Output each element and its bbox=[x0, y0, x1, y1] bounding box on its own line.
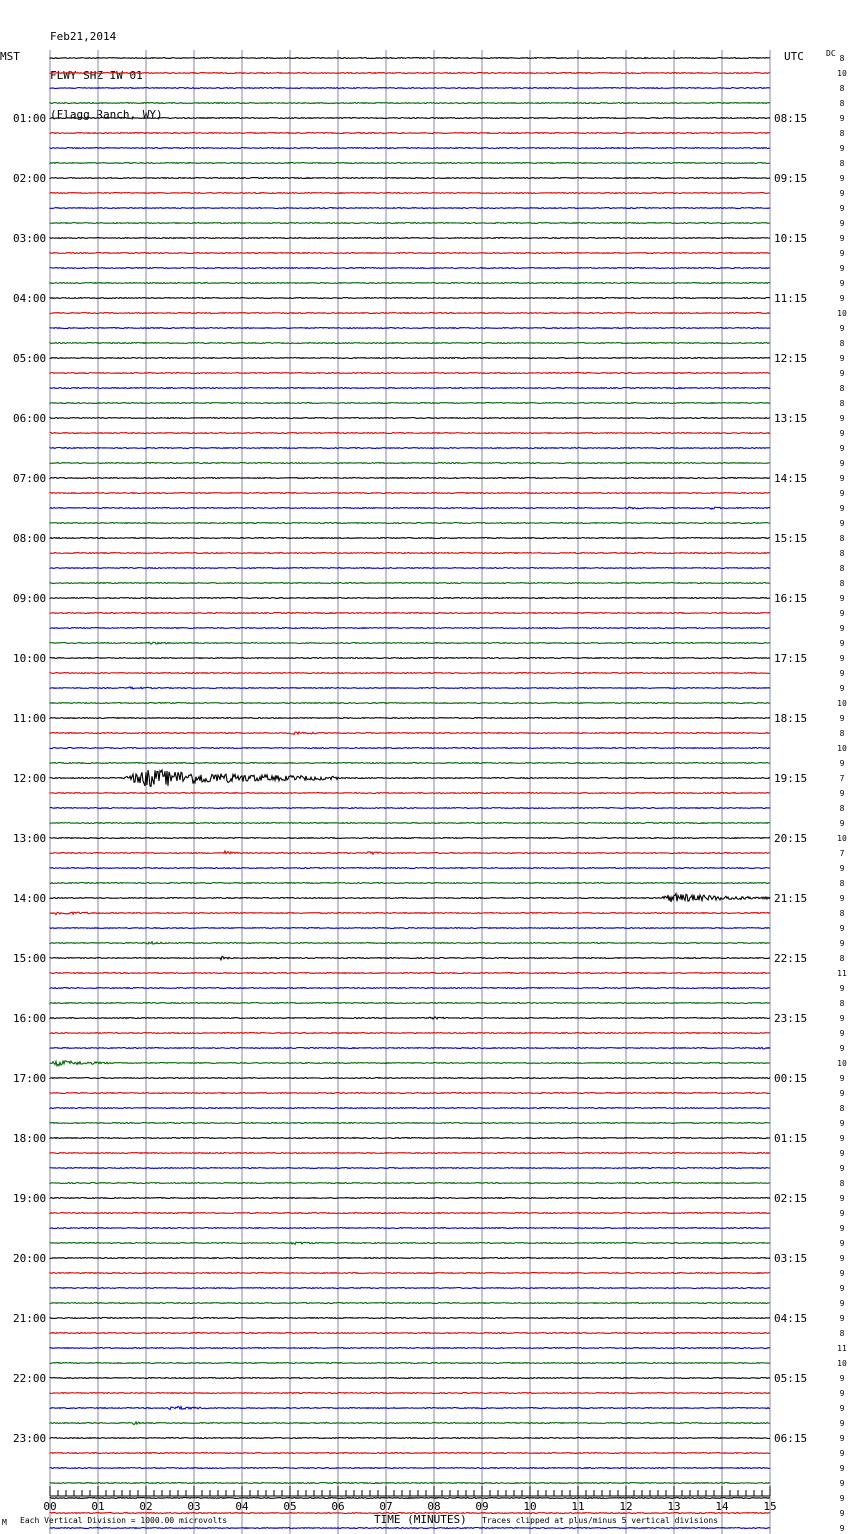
dc-value: 9 bbox=[839, 414, 845, 423]
seismic-trace bbox=[50, 1363, 770, 1364]
x-tick-label: 07 bbox=[379, 1500, 393, 1513]
x-tick-label: 14 bbox=[715, 1500, 729, 1513]
seismic-trace bbox=[50, 1228, 770, 1229]
dc-value: 9 bbox=[839, 1479, 845, 1488]
dc-value: 9 bbox=[839, 444, 845, 453]
seismic-trace bbox=[50, 403, 770, 404]
seismic-trace bbox=[50, 103, 770, 104]
seismic-trace bbox=[50, 912, 770, 915]
seismic-trace bbox=[50, 1138, 770, 1139]
seismic-trace bbox=[50, 808, 770, 809]
hour-label-left: 20:00 bbox=[13, 1252, 47, 1265]
dc-value: 9 bbox=[839, 174, 845, 183]
x-tick-label: 00 bbox=[43, 1500, 57, 1513]
hour-label-left: 22:00 bbox=[13, 1372, 47, 1385]
dc-value: 9 bbox=[839, 1239, 845, 1248]
dc-value: 8 bbox=[839, 534, 845, 543]
hour-label-left: 07:00 bbox=[13, 472, 47, 485]
dc-value: 9 bbox=[839, 639, 845, 648]
left-zone-label: MST bbox=[0, 50, 20, 63]
seismic-trace bbox=[50, 703, 770, 704]
seismic-trace bbox=[50, 718, 770, 719]
dc-value: 9 bbox=[839, 1014, 845, 1023]
seismic-trace bbox=[50, 988, 770, 989]
x-tick-label: 09 bbox=[475, 1500, 489, 1513]
dc-value: 10 bbox=[837, 1359, 847, 1368]
dc-value: 9 bbox=[839, 1464, 845, 1473]
dc-value: 9 bbox=[839, 669, 845, 678]
seismic-trace bbox=[50, 1123, 770, 1124]
seismic-trace bbox=[50, 193, 770, 194]
seismic-trace bbox=[50, 1406, 770, 1409]
x-tick-label: 11 bbox=[571, 1500, 585, 1513]
hour-label-right: 23:15 bbox=[774, 1012, 808, 1025]
dc-value: 11 bbox=[837, 969, 847, 978]
dc-value: 9 bbox=[839, 1314, 845, 1323]
dc-value: 9 bbox=[839, 474, 845, 483]
x-tick-label: 03 bbox=[187, 1500, 201, 1513]
hour-label-right: 00:15 bbox=[774, 1072, 808, 1085]
seismic-trace bbox=[50, 1498, 770, 1499]
dc-value: 9 bbox=[839, 204, 845, 213]
dc-value: 9 bbox=[839, 429, 845, 438]
dc-value: 9 bbox=[839, 1389, 845, 1398]
dc-value: 9 bbox=[839, 624, 845, 633]
dc-value: 10 bbox=[837, 744, 847, 753]
hour-label-left: 01:00 bbox=[13, 112, 47, 125]
hour-label-left: 19:00 bbox=[13, 1192, 47, 1205]
dc-label: DC bbox=[826, 49, 836, 58]
hour-label-right: 04:15 bbox=[774, 1312, 808, 1325]
x-tick-label: 15 bbox=[763, 1500, 777, 1513]
seismic-trace bbox=[50, 118, 770, 119]
x-tick-label: 08 bbox=[427, 1500, 441, 1513]
dc-value: 9 bbox=[839, 1074, 845, 1083]
hour-label-right: 17:15 bbox=[774, 652, 808, 665]
hour-label-left: 21:00 bbox=[13, 1312, 47, 1325]
dc-value: 8 bbox=[839, 399, 845, 408]
seismic-trace bbox=[50, 1288, 770, 1289]
hour-label-right: 10:15 bbox=[774, 232, 808, 245]
dc-value: 8 bbox=[839, 549, 845, 558]
seismic-trace bbox=[50, 1422, 770, 1425]
seismic-trace bbox=[50, 732, 770, 735]
seismic-trace bbox=[50, 883, 770, 884]
seismic-trace bbox=[50, 133, 770, 134]
x-tick-label: 05 bbox=[283, 1500, 297, 1513]
seismic-trace bbox=[50, 628, 770, 629]
hour-label-right: 03:15 bbox=[774, 1252, 808, 1265]
dc-value: 8 bbox=[839, 564, 845, 573]
seismic-trace bbox=[50, 1378, 770, 1379]
dc-value: 9 bbox=[839, 489, 845, 498]
right-zone-label: UTC bbox=[784, 50, 804, 63]
seismic-trace bbox=[50, 493, 770, 494]
seismic-trace bbox=[50, 523, 770, 524]
x-tick-label: 06 bbox=[331, 1500, 345, 1513]
dc-value: 9 bbox=[839, 594, 845, 603]
seismic-trace bbox=[50, 358, 770, 359]
hour-label-left: 17:00 bbox=[13, 1072, 47, 1085]
hour-label-left: 15:00 bbox=[13, 952, 47, 965]
seismic-trace bbox=[50, 973, 770, 974]
dc-value: 10 bbox=[837, 834, 847, 843]
seismic-trace bbox=[50, 1438, 770, 1439]
x-tick-label: 10 bbox=[523, 1500, 537, 1513]
dc-value: 9 bbox=[839, 789, 845, 798]
seismic-trace bbox=[50, 553, 770, 554]
seismic-trace bbox=[50, 1393, 770, 1394]
seismic-trace bbox=[50, 448, 770, 449]
clip-note: Traces clipped at plus/minus 5 vertical divisions bbox=[482, 1516, 719, 1525]
dc-value: 9 bbox=[839, 1224, 845, 1233]
date-label: Feb21,2014 bbox=[50, 30, 117, 43]
dc-value: 9 bbox=[839, 324, 845, 333]
seismic-trace bbox=[50, 1242, 770, 1244]
seismic-trace bbox=[50, 88, 770, 89]
seismic-trace bbox=[50, 1258, 770, 1259]
seismic-trace bbox=[50, 658, 770, 659]
dc-value: 8 bbox=[839, 84, 845, 93]
hour-label-right: 12:15 bbox=[774, 352, 808, 365]
seismic-trace bbox=[50, 748, 770, 749]
dc-value: 9 bbox=[839, 1299, 845, 1308]
hour-label-right: 14:15 bbox=[774, 472, 808, 485]
x-tick-label: 13 bbox=[667, 1500, 681, 1513]
hour-label-right: 09:15 bbox=[774, 172, 808, 185]
dc-value: 9 bbox=[839, 1524, 845, 1533]
seismic-trace bbox=[50, 1333, 770, 1334]
dc-value: 9 bbox=[839, 1149, 845, 1158]
dc-value: 8 bbox=[839, 909, 845, 918]
seismic-trace bbox=[50, 283, 770, 284]
seismic-trace bbox=[50, 823, 770, 824]
seismic-trace bbox=[50, 208, 770, 209]
seismic-trace bbox=[50, 223, 770, 224]
seismic-trace bbox=[50, 928, 770, 929]
seismic-trace bbox=[50, 673, 770, 674]
dc-value: 9 bbox=[839, 1449, 845, 1458]
dc-value: 8 bbox=[839, 384, 845, 393]
dc-value: 9 bbox=[839, 279, 845, 288]
dc-value: 9 bbox=[839, 609, 845, 618]
seismic-trace bbox=[50, 538, 770, 539]
hour-label-right: 11:15 bbox=[774, 292, 808, 305]
dc-value: 8 bbox=[839, 1179, 845, 1188]
minute-gridlines bbox=[50, 50, 770, 1534]
dc-value: 9 bbox=[839, 984, 845, 993]
dc-value: 9 bbox=[839, 1419, 845, 1428]
seismic-trace bbox=[50, 568, 770, 569]
seismic-trace bbox=[50, 343, 770, 344]
seismic-trace bbox=[50, 1168, 770, 1169]
seismic-trace bbox=[50, 1047, 770, 1049]
dc-value: 9 bbox=[839, 1494, 845, 1503]
hour-label-left: 06:00 bbox=[13, 412, 47, 425]
dc-value: 10 bbox=[837, 1059, 847, 1068]
seismic-trace bbox=[50, 1453, 770, 1454]
seismic-trace bbox=[50, 1318, 770, 1319]
hour-label-right: 02:15 bbox=[774, 1192, 808, 1205]
hour-label-right: 15:15 bbox=[774, 532, 808, 545]
dc-value: 8 bbox=[839, 159, 845, 168]
hour-label-right: 13:15 bbox=[774, 412, 808, 425]
dc-value: 10 bbox=[837, 309, 847, 318]
seismic-traces bbox=[50, 58, 770, 1534]
seismic-trace bbox=[50, 1078, 770, 1079]
dc-value: 9 bbox=[839, 249, 845, 258]
seismic-trace bbox=[50, 373, 770, 374]
hour-label-left: 04:00 bbox=[13, 292, 47, 305]
location-label: (Flagg Ranch, WY) bbox=[50, 108, 163, 121]
seismic-trace bbox=[50, 178, 770, 179]
seismic-trace bbox=[50, 838, 770, 839]
dc-value: 8 bbox=[839, 339, 845, 348]
dc-value: 9 bbox=[839, 1509, 845, 1518]
dc-value: 9 bbox=[839, 1029, 845, 1038]
seismic-trace bbox=[50, 598, 770, 599]
seismic-trace bbox=[50, 298, 770, 299]
dc-value: 8 bbox=[839, 804, 845, 813]
hour-label-left: 23:00 bbox=[13, 1432, 47, 1445]
dc-value: 9 bbox=[839, 924, 845, 933]
dc-value: 8 bbox=[839, 729, 845, 738]
dc-value: 9 bbox=[839, 144, 845, 153]
seismic-trace bbox=[50, 642, 770, 644]
station-label: FLWY SHZ IW 01 bbox=[50, 69, 143, 82]
seismic-trace bbox=[50, 793, 770, 794]
seismic-trace bbox=[50, 770, 770, 786]
hour-label-right: 22:15 bbox=[774, 952, 808, 965]
x-tick-label: 12 bbox=[619, 1500, 633, 1513]
seismic-trace bbox=[50, 1183, 770, 1184]
x-axis-title: TIME (MINUTES) bbox=[374, 1513, 467, 1526]
dc-value: 9 bbox=[839, 1434, 845, 1443]
hour-label-right: 20:15 bbox=[774, 832, 808, 845]
seismic-trace bbox=[50, 73, 770, 74]
dc-value: 8 bbox=[839, 954, 845, 963]
seismic-trace bbox=[50, 956, 770, 959]
hour-label-left: 10:00 bbox=[13, 652, 47, 665]
hour-label-left: 16:00 bbox=[13, 1012, 47, 1025]
hour-label-left: 03:00 bbox=[13, 232, 47, 245]
dc-value: 9 bbox=[839, 1284, 845, 1293]
hour-label-left: 08:00 bbox=[13, 532, 47, 545]
dc-value: 9 bbox=[839, 684, 845, 693]
dc-value: 9 bbox=[839, 1269, 845, 1278]
hour-label-left: 02:00 bbox=[13, 172, 47, 185]
hour-label-right: 16:15 bbox=[774, 592, 808, 605]
seismic-trace bbox=[50, 1061, 770, 1066]
dc-value: 7 bbox=[839, 774, 845, 783]
dc-value: 8 bbox=[839, 879, 845, 888]
dc-value: 8 bbox=[839, 54, 845, 63]
dc-value: 9 bbox=[839, 459, 845, 468]
dc-value: 11 bbox=[837, 1344, 847, 1353]
footer-mark: M bbox=[2, 1518, 7, 1527]
dc-value: 7 bbox=[839, 849, 845, 858]
dc-value: 10 bbox=[837, 699, 847, 708]
seismic-trace bbox=[50, 942, 770, 944]
scale-note: Each Vertical Division = 1000.00 microvolts bbox=[20, 1516, 228, 1525]
dc-value: 9 bbox=[839, 264, 845, 273]
seismic-trace bbox=[50, 328, 770, 329]
dc-value: 9 bbox=[839, 1119, 845, 1128]
dc-value: 9 bbox=[839, 1164, 845, 1173]
hour-label-left: 18:00 bbox=[13, 1132, 47, 1145]
seismic-trace bbox=[50, 268, 770, 269]
seismic-trace bbox=[50, 1483, 770, 1484]
seismic-trace bbox=[50, 478, 770, 479]
seismic-trace bbox=[50, 1093, 770, 1094]
dc-value: 9 bbox=[839, 504, 845, 513]
seismic-trace bbox=[50, 1108, 770, 1109]
dc-value: 9 bbox=[839, 519, 845, 528]
seismic-trace bbox=[50, 1017, 770, 1019]
seismic-trace bbox=[50, 58, 770, 59]
seismic-trace bbox=[50, 313, 770, 314]
seismic-trace bbox=[50, 1198, 770, 1199]
dc-value: 9 bbox=[839, 939, 845, 948]
dc-value: 9 bbox=[839, 354, 845, 363]
hour-label-left: 14:00 bbox=[13, 892, 47, 905]
seismic-trace bbox=[50, 1468, 770, 1469]
dc-value: 9 bbox=[839, 219, 845, 228]
dc-value: 8 bbox=[839, 1104, 845, 1113]
seismic-trace bbox=[50, 687, 770, 689]
dc-value: 9 bbox=[839, 369, 845, 378]
dc-value: 9 bbox=[839, 1404, 845, 1413]
dc-value: 9 bbox=[839, 1254, 845, 1263]
hour-label-left: 13:00 bbox=[13, 832, 47, 845]
hour-label-right: 05:15 bbox=[774, 1372, 808, 1385]
dc-value: 9 bbox=[839, 1044, 845, 1053]
seismic-trace bbox=[50, 1153, 770, 1154]
seismic-trace bbox=[50, 253, 770, 254]
seismic-trace bbox=[50, 894, 770, 903]
seismic-trace bbox=[50, 507, 770, 509]
dc-value: 10 bbox=[837, 69, 847, 78]
hour-label-left: 12:00 bbox=[13, 772, 47, 785]
dc-value: 8 bbox=[839, 999, 845, 1008]
seismic-trace bbox=[50, 463, 770, 464]
hour-label-right: 08:15 bbox=[774, 112, 808, 125]
seismic-trace bbox=[50, 1528, 770, 1529]
dc-value: 9 bbox=[839, 1209, 845, 1218]
dc-value: 9 bbox=[839, 654, 845, 663]
hour-label-left: 11:00 bbox=[13, 712, 47, 725]
dc-value: 9 bbox=[839, 759, 845, 768]
dc-value: 9 bbox=[839, 894, 845, 903]
seismic-trace bbox=[50, 238, 770, 239]
seismic-trace bbox=[50, 868, 770, 869]
dc-value: 9 bbox=[839, 294, 845, 303]
x-tick-label: 01 bbox=[91, 1500, 105, 1513]
seismic-trace bbox=[50, 433, 770, 434]
seismic-trace bbox=[50, 583, 770, 584]
hour-label-right: 18:15 bbox=[774, 712, 808, 725]
seismic-trace bbox=[50, 1348, 770, 1349]
dc-value: 9 bbox=[839, 1134, 845, 1143]
seismic-trace bbox=[50, 148, 770, 149]
x-tick-label: 02 bbox=[139, 1500, 153, 1513]
dc-value: 9 bbox=[839, 1374, 845, 1383]
dc-value: 8 bbox=[839, 1329, 845, 1338]
dc-value: 9 bbox=[839, 1194, 845, 1203]
seismic-trace bbox=[50, 1213, 770, 1214]
seismic-trace bbox=[50, 163, 770, 164]
seismic-trace bbox=[50, 1303, 770, 1304]
hour-label-right: 21:15 bbox=[774, 892, 808, 905]
hour-label-left: 09:00 bbox=[13, 592, 47, 605]
hour-label-right: 19:15 bbox=[774, 772, 808, 785]
seismic-trace bbox=[50, 1003, 770, 1004]
dc-value: 8 bbox=[839, 129, 845, 138]
seismic-trace bbox=[50, 851, 770, 854]
hour-label-right: 01:15 bbox=[774, 1132, 808, 1145]
hour-label-left: 05:00 bbox=[13, 352, 47, 365]
dc-value: 8 bbox=[839, 579, 845, 588]
dc-value: 9 bbox=[839, 819, 845, 828]
x-tick-label: 04 bbox=[235, 1500, 249, 1513]
seismic-trace bbox=[50, 388, 770, 389]
seismic-trace bbox=[50, 1273, 770, 1274]
seismic-trace bbox=[50, 613, 770, 614]
seismic-trace bbox=[50, 763, 770, 764]
dc-value: 9 bbox=[839, 114, 845, 123]
x-axis bbox=[43, 1486, 776, 1513]
dc-value: 9 bbox=[839, 189, 845, 198]
dc-value: 9 bbox=[839, 864, 845, 873]
seismic-trace bbox=[50, 1033, 770, 1034]
hour-label-right: 06:15 bbox=[774, 1432, 808, 1445]
dc-value: 8 bbox=[839, 99, 845, 108]
seismic-trace bbox=[50, 418, 770, 419]
dc-value: 9 bbox=[839, 714, 845, 723]
dc-value: 9 bbox=[839, 1089, 845, 1098]
dc-value: 9 bbox=[839, 234, 845, 243]
